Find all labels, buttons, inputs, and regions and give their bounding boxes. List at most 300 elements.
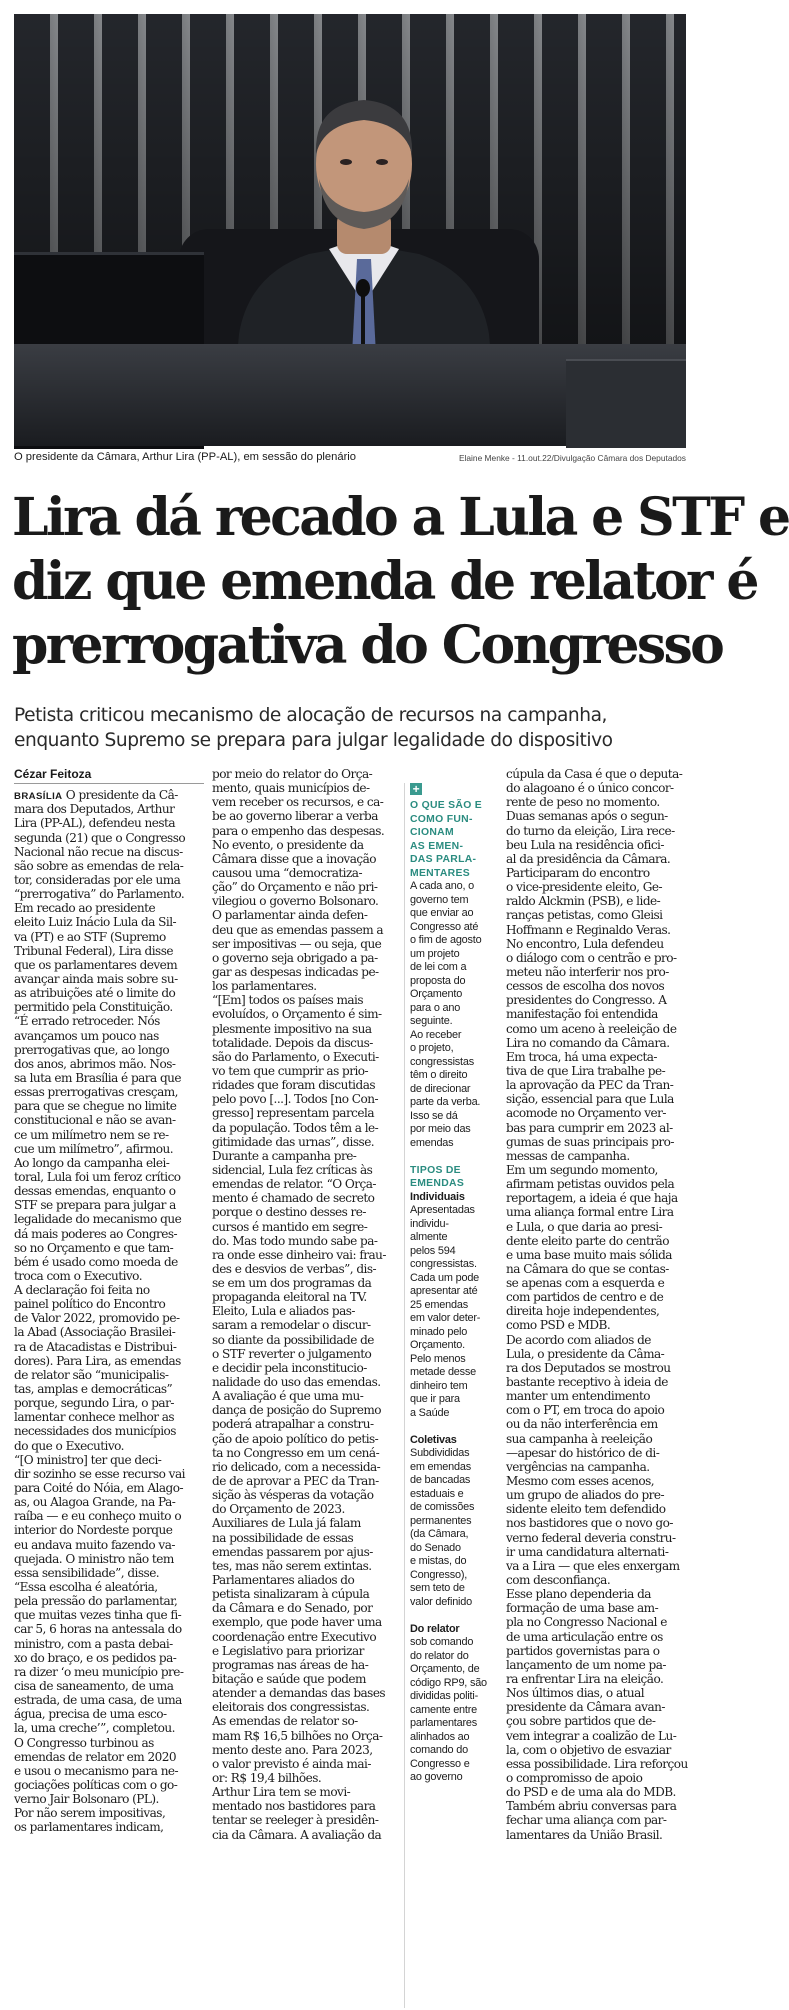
text-line: COMO FUN- (410, 813, 473, 825)
text-line: do Senado (410, 1541, 461, 1554)
text-line: de bancadas (410, 1474, 471, 1486)
text-line: dá mais poderes ao Congres- (14, 1226, 178, 1241)
text-line: meteu não interferir nos pro- (506, 964, 669, 979)
text-line: ção de apoio político do petis- (212, 1431, 379, 1446)
text-line: essa sensibilidade”, disse. (14, 1565, 160, 1580)
text-line: cisa de saneamento, de uma (14, 1679, 174, 1693)
text-line: Ao receber (410, 1028, 462, 1041)
sidebar-divider (404, 783, 405, 2008)
text-line: petista sinalizaram à cúpula (212, 1587, 370, 1602)
text-line: mam R$ 16,5 bilhões no Orça- (212, 1728, 383, 1743)
text-line: Duas semanas após o segun- (506, 809, 668, 824)
text-line: EMENDAS (410, 1178, 465, 1189)
text-line: A avaliação é que uma mu- (212, 1389, 364, 1404)
text-line: eu andava muito fazendo va- (14, 1537, 175, 1552)
sidebar-type-term: Individuais (410, 1190, 465, 1203)
headline-line: Lira dá recado a Lula e STF e (12, 487, 789, 548)
text-line: tiva de que Lira trabalhe pe- (506, 1063, 666, 1078)
text-line: “[Em] todos os países mais (212, 993, 363, 1008)
text-line: essa possibilidade. Lira reforçou (506, 1756, 688, 1771)
text-line: interior do Nordeste porque (14, 1523, 173, 1538)
text-line: Apresentadas (410, 1204, 475, 1216)
text-line: pelo povo [...]. Todos [no Con- (212, 1092, 379, 1107)
text-line: o projeto, (410, 1042, 454, 1054)
text-line: O QUE SÃO E (410, 800, 483, 811)
text-line: essas prerrogativas cresçam, (14, 1085, 178, 1100)
text-line: com partidos de centro e de (506, 1290, 664, 1305)
text-line: BRASÍLIA O presidente da Câ- (14, 788, 178, 803)
text-line: pla no Congresso Nacional e (506, 1615, 667, 1630)
text-line: o governo seja obrigado a pa- (212, 950, 378, 965)
text-line: do que o Executivo. (14, 1438, 124, 1453)
text-line: sem teto de (410, 1582, 465, 1594)
text-line: troca com o Executivo. (14, 1268, 142, 1283)
text-line: dos anos, abrimos mão. Nos- (14, 1056, 176, 1071)
text-line: cursos é mantido em segre- (212, 1219, 368, 1234)
text-line: do alagoano é o único concor- (506, 781, 674, 796)
text-line: (da Câmara, (410, 1528, 469, 1540)
text-line: segunda (21) que o Congresso (14, 830, 186, 845)
text-line: Participaram do encontro (506, 865, 650, 880)
text-line: totalidade. Depois da discus- (212, 1035, 373, 1050)
text-line: de comissões (410, 1501, 475, 1513)
text-line: Esse plano dependeria da (506, 1587, 651, 1602)
text-line: por meio das (410, 1123, 471, 1135)
text-line: na possibilidade de essas (212, 1530, 354, 1545)
text-line: tes, mas não serem extintas. (212, 1558, 372, 1573)
text-line: Congresso até (410, 920, 479, 933)
text-line: estaduais e (410, 1487, 464, 1500)
text-line: acomode no Orçamento ver- (506, 1106, 666, 1121)
text-line: emendas passarem por ajus- (212, 1544, 373, 1559)
text-line: Em um segundo momento, (506, 1162, 658, 1177)
text-line: coordenação entre Executivo (212, 1629, 377, 1644)
text-line: eleitorais dos congressistas. (212, 1700, 370, 1715)
text-line: de relator são “municipalis- (14, 1367, 169, 1382)
text-line: e mistas, do (410, 1555, 467, 1567)
text-line: o valor previsto é ainda mai- (212, 1756, 371, 1771)
text-line: Subdivididas (410, 1447, 470, 1459)
text-line: do Orçamento de 2023. (212, 1502, 345, 1517)
text-line: Nacional não recue na discus- (14, 844, 183, 859)
text-line: verno Jair Bolsonaro (PL). (14, 1792, 159, 1807)
text-line: necessidades dos municípios (14, 1424, 176, 1439)
text-line: permanentes (410, 1514, 472, 1527)
text-line: na Câmara do que se contas- (506, 1261, 669, 1276)
text-line: ção” do Orçamento e não pri- (212, 880, 378, 895)
text-line: Hoffmann e Reginaldo Veras. (506, 922, 671, 937)
text-line: çou sobre partidos que de- (506, 1714, 656, 1729)
text-line: lançamento de um nome pa- (506, 1657, 666, 1672)
text-line: dança de posição do Supremo (212, 1403, 382, 1418)
text-line: ra enfrentar Lira na eleição. (506, 1672, 664, 1686)
text-line: avançar ainda mais sobre su- (14, 971, 178, 986)
sidebar-intro (410, 880, 498, 1150)
text-line: bas para cumprir em 2023 al- (506, 1120, 673, 1135)
text-line: de direcionar (410, 1082, 471, 1095)
text-line: Isso se dá (410, 1109, 458, 1122)
text-line: permitido pela Constituição. (14, 1000, 173, 1015)
photo-credit: Elaine Menke - 11.out.22/Divulgação Câmara dos Deputados (458, 453, 686, 463)
headline-line: prerrogativa do Congresso (12, 615, 723, 676)
text-line: que enviar ao (410, 907, 474, 919)
text-line: Câmara disse que a inovação (212, 851, 376, 866)
text-line: e Legislativo para priorizar (212, 1643, 364, 1658)
text-line: gumas de suas principais pro- (506, 1134, 674, 1149)
sidebar-type-term: Do relator (410, 1622, 460, 1635)
text-line: a Saúde (410, 1406, 450, 1419)
text-line: individu- (410, 1217, 449, 1230)
text-line: verno federal deveria constru- (506, 1530, 676, 1545)
text-line: água, precisa de uma esco- (14, 1707, 167, 1722)
text-line: programas nas áreas de ha- (212, 1657, 369, 1672)
text-line: sição, essencial para que Lula (506, 1092, 674, 1107)
text-line: tentar se reeleger à presidên- (212, 1813, 379, 1828)
text-line: para o ano (410, 1001, 461, 1014)
text-line: gar as despesas indicadas pe- (212, 964, 379, 979)
text-line: al da presidência da Câmara. (506, 851, 671, 866)
text-line: No encontro, Lula defendeu (506, 936, 664, 951)
text-line: toral, Lula foi um feroz crítico (14, 1169, 181, 1184)
text-line: DAS PARLA- (410, 854, 477, 865)
text-line: dente eleito parte do centrão (506, 1233, 669, 1248)
text-line: rio delicado, com a necessida- (212, 1459, 381, 1474)
text-line: —apesar do histórico de di- (506, 1445, 660, 1460)
text-line: sua campanha à reeleição (506, 1431, 653, 1446)
text-line: ou da não interferência em (506, 1417, 658, 1432)
column-1-text (14, 788, 204, 1834)
text-line: legalidade do mecanismo que (14, 1212, 182, 1227)
text-line: de de aprovar a PEC da Tran- (212, 1474, 379, 1489)
text-line: bém é usado como moeda de (14, 1254, 178, 1269)
text-line: atender a demandas das bases (212, 1686, 386, 1701)
text-line: ra de Atacadistas e Distribui- (14, 1339, 177, 1354)
text-line: almente (410, 1231, 448, 1243)
text-line: Pelo menos (410, 1352, 466, 1365)
text-line: minado pelo (410, 1325, 468, 1338)
text-line: Eleito, Lula e aliados pas- (212, 1304, 355, 1319)
text-line: propaganda eleitoral na TV. (212, 1290, 367, 1305)
text-line: ser impositivas — ou seja, que (212, 936, 382, 951)
text-line: xo do braço, e os pedidos pa- (14, 1650, 177, 1665)
text-line: proposta do (410, 974, 466, 987)
text-line: va (PT) e ao STF (Supremo (14, 929, 166, 944)
text-line: mento é chamado de secreto (212, 1191, 375, 1206)
text-line: Orçamento. (410, 1339, 465, 1351)
text-line: para o empenho das despesas. (212, 823, 385, 838)
text-line: Mesmo com esses acenos, (506, 1474, 655, 1489)
text-line: gresso] representam parcela (212, 1106, 374, 1121)
text-line: afirmam petistas ouvidos pela (506, 1177, 675, 1192)
text-line: porque o destino desses re- (212, 1205, 366, 1220)
text-line: va a Lira — que eles enxergam (506, 1558, 680, 1573)
text-line: sob comando (410, 1636, 474, 1648)
text-line: lamentar conhece melhor as (14, 1410, 175, 1425)
text-line: car 5, 6 horas na antessala do (14, 1622, 182, 1637)
text-line: alinhados ao (410, 1730, 470, 1743)
text-line: os parlamentares indicam, (14, 1820, 164, 1835)
text-line: la aprovação da PEC da Tran- (506, 1078, 674, 1093)
text-line: de uma articulação entre os (506, 1629, 663, 1644)
text-line: quejada. O ministro não tem (14, 1551, 174, 1566)
text-line: ir uma candidatura alternati- (506, 1544, 669, 1559)
text-line: so diante da possibilidade de (212, 1332, 374, 1347)
text-line: A declaração foi feita no (14, 1283, 150, 1298)
text-line: evoluídos, o Orçamento é sim- (212, 1007, 382, 1022)
text-line: TIPOS DE (410, 1164, 461, 1176)
text-line: com o PT, em troca do apoio (506, 1403, 665, 1418)
article-column-2 (212, 767, 402, 1842)
text-line: AS EMEN- (410, 840, 464, 852)
text-line: com desconfiança. (506, 1573, 611, 1588)
text-line: Arthur Lira tem se movi- (212, 1785, 351, 1800)
sidebar-types-title (410, 1164, 498, 1191)
text-line: deu que as emendas passem a (212, 922, 384, 937)
text-line: cessos de escolha dos novos (506, 979, 665, 994)
text-line: pela pressão do parlamentar, (14, 1594, 178, 1609)
text-line: bitação e saúde que podem (212, 1672, 366, 1686)
text-line: nalidade do uso das emendas. (212, 1375, 381, 1390)
text-line: estrada, de uma casa, de uma (14, 1693, 182, 1708)
text-line: raíba — e eu conheço muito o (14, 1509, 182, 1524)
byline: Cézar Feitoza (14, 767, 92, 781)
text-line: dir sozinho se esse recurso vai (14, 1466, 185, 1481)
text-line: apresentar até (410, 1285, 478, 1297)
text-line: se em um dos programas da (212, 1276, 372, 1291)
text-line: formação de uma base am- (506, 1601, 659, 1616)
text-line: O Congresso turbinou as (14, 1735, 154, 1750)
text-line: mento deste ano. Para 2023, (212, 1742, 373, 1757)
text-line: reportagem, a ideia é que haja (506, 1191, 678, 1206)
text-line: dessas emendas, enquanto o (14, 1184, 176, 1199)
text-line: prerrogativas que, ao longo (14, 1042, 170, 1057)
text-line: Congresso), (410, 1568, 468, 1581)
text-line: valor definido (410, 1595, 472, 1608)
text-line: o diálogo com o centrão e pro- (506, 950, 677, 965)
text-line: vem integrar a coalizão de Lu- (506, 1728, 677, 1743)
text-line: Em troca, há uma expecta- (506, 1049, 657, 1064)
text-line: O parlamentar ainda defen- (212, 908, 368, 923)
lead-photo (14, 14, 686, 446)
text-line: divididas politi- (410, 1690, 479, 1702)
text-line: Parlamentares aliados do (212, 1573, 355, 1588)
text-line: para que se chegue no limite (14, 1099, 177, 1114)
text-line: sição às vésperas da votação (212, 1488, 374, 1503)
text-line: ao governo (410, 1771, 463, 1783)
text-line: Tribunal Federal), Lira disse (14, 943, 173, 958)
text-line: ta no Congresso em um cená- (212, 1445, 380, 1460)
text-line: sa luta em Brasília é para que (14, 1070, 182, 1085)
text-line: rente de peso no momento. (506, 795, 660, 810)
photo-caption (14, 450, 686, 468)
text-line: “Essa escolha é aleatória, (14, 1580, 158, 1595)
text-line: nos bastidores que o novo go- (506, 1516, 673, 1531)
text-line: la, com o objetivo de esvaziar (506, 1742, 671, 1757)
text-line: ministro, com a pasta debai- (14, 1636, 173, 1651)
text-line: partidos governistas para o (506, 1643, 660, 1658)
text-line: e uma base muito mais sólida (506, 1247, 672, 1262)
text-line: cia da Câmara. A avaliação da (212, 1827, 382, 1842)
text-line: seguinte. (410, 1015, 453, 1027)
text-line: saram a remodelar o discur- (212, 1318, 371, 1333)
text-line: dores). Para Lira, as emendas (14, 1353, 181, 1368)
text-line: camente entre (410, 1703, 478, 1716)
text-line: des e desvios de verbas”, dis- (212, 1261, 377, 1276)
text-line: Lira no comando da Câmara. (506, 1035, 670, 1050)
article-column-4 (506, 767, 686, 1842)
text-line: beu Lula na residência ofici- (506, 837, 664, 852)
text-line: uma aliança formal entre Lira (506, 1205, 674, 1220)
text-line: manter um entendimento (506, 1389, 651, 1404)
text-line: emendas (410, 1136, 454, 1149)
text-line: ra onde esse dinheiro vai: frau- (212, 1247, 386, 1262)
text-line: do relator do (410, 1649, 469, 1662)
text-line: Cada um pode (410, 1271, 480, 1284)
text-line: ranças petistas, como Gleisi (506, 908, 663, 923)
text-line: Em recado ao presidente (14, 901, 156, 916)
sidebar-type-term: Coletivas (410, 1433, 457, 1446)
text-line: ridades que foram discutidas (212, 1078, 376, 1093)
text-line: la Abad (Associação Brasilei- (14, 1325, 176, 1340)
column-2-text (212, 767, 402, 1842)
text-line: emendas de relator em 2020 (14, 1749, 177, 1764)
text-line: que muitas vezes tinha que fi- (14, 1608, 182, 1623)
text-line: vergências na campanha. (506, 1459, 650, 1474)
text-line: código RP9, são (410, 1676, 487, 1689)
text-line: Congresso e (410, 1757, 470, 1770)
explainer-sidebar (410, 783, 498, 1785)
text-line: comando do (410, 1744, 468, 1756)
column-4-text (506, 767, 686, 1842)
text-line: e decidir pela inconstitucio- (212, 1360, 367, 1375)
text-line: messas de campanha. (506, 1148, 630, 1163)
text-line: têm o direito (410, 1069, 468, 1081)
text-line: do. Mas todo mundo sabe pa- (212, 1233, 378, 1248)
text-line: plesmente impositivo na sua (212, 1021, 372, 1036)
text-line: gitimidade das urnas”, disse. (212, 1134, 375, 1149)
text-line: por meio do relator do Orça- (212, 767, 373, 781)
text-line: 25 emendas (410, 1298, 468, 1311)
text-line: gociações políticas com o go- (14, 1777, 178, 1792)
text-line: No evento, o presidente da (212, 837, 364, 852)
text-line: “[O ministro] ter que deci- (14, 1452, 162, 1467)
text-line: vilegiou o governo Bolsonaro. (212, 894, 379, 909)
text-line: ra dizer ‘o meu município pre- (14, 1664, 184, 1679)
text-line: causou uma “democratiza- (212, 865, 362, 880)
text-line: parlamentares (410, 1717, 478, 1729)
text-line: cúpula da Casa é que o deputa- (506, 767, 683, 781)
text-line: que os parlamentares devem (14, 957, 178, 972)
text-line: sidente eleito tem defendido (506, 1502, 666, 1517)
plus-icon: + (410, 783, 422, 795)
text-line: mara dos Deputados, Arthur (14, 802, 175, 817)
text-line: A cada ano, o (410, 880, 475, 892)
text-line: poderá atrapalhar a constru- (212, 1417, 374, 1432)
headline (12, 486, 789, 678)
text-line: o STF reverter o julgamento (212, 1346, 372, 1361)
text-line: As emendas de relator so- (212, 1714, 358, 1729)
text-line: STF se prepara para julgar a (14, 1198, 176, 1213)
text-line: tas, amplas e democráticas” (14, 1382, 173, 1397)
text-line: avançamos um pouco nas (14, 1028, 159, 1043)
text-line: tor, consideradas por ele uma (14, 872, 181, 887)
text-line: Orçamento (410, 988, 463, 1000)
text-line: sidencial, Lula fez críticas às (212, 1162, 373, 1177)
text-line: CIONAM (410, 827, 454, 838)
subheadline (14, 703, 686, 753)
text-line: lamentares da União Brasil. (506, 1827, 663, 1842)
text-line: as, ou Alagoa Grande, na Pa- (14, 1495, 176, 1510)
text-line: parte da verba. (410, 1096, 481, 1108)
text-line: exemplo, que pode haver uma (212, 1615, 382, 1630)
text-line: se apenas com a esquerda e (506, 1276, 665, 1291)
text-line: MENTARES (410, 867, 470, 879)
text-line: emendas de relator. “O Orça- (212, 1177, 376, 1192)
text-line: vem receber os recursos, e ca- (212, 795, 384, 810)
text-line: fechar uma aliança com par- (506, 1813, 667, 1828)
text-line: como um aceno à reeleição de (506, 1021, 677, 1036)
text-line: as atribuições até o limite do (14, 986, 176, 1001)
text-line: são sobre as emendas de rela- (14, 858, 184, 873)
text-line: bastante receptivo à ideia de (506, 1375, 668, 1390)
text-line: manifestação foi entendida (506, 1007, 658, 1022)
text-line: Nos últimos dias, o atual (506, 1686, 645, 1701)
text-line: painel político do Encontro (14, 1297, 166, 1312)
article-column-1 (14, 767, 204, 1835)
subheadline-line: Petista criticou mecanismo de alocação de recursos na campanha, (14, 705, 608, 726)
text-line: que ir para (410, 1393, 460, 1405)
text-line: or: R$ 19,4 bilhões. (212, 1770, 322, 1785)
text-line: metade desse (410, 1366, 477, 1378)
text-line: vo tem que cumprir as prio- (212, 1063, 369, 1078)
text-line: dinheiro tem (410, 1379, 468, 1392)
text-line: para Coité do Nóia, em Alago- (14, 1481, 183, 1496)
text-line: o compromisso de apoio (506, 1770, 643, 1785)
text-line: governo tem (410, 893, 469, 906)
text-line: “É errado retroceder. Nós (14, 1014, 160, 1029)
text-line: de lei com a (410, 961, 467, 973)
text-line: eleito Luiz Inácio Lula da Sil- (14, 915, 177, 930)
text-line: Lula, o presidente da Câma- (506, 1346, 665, 1361)
subheadline-line: enquanto Supremo se prepara para julgar legalidade do dispositivo (14, 730, 613, 751)
text-line: direita hoje independentes, (506, 1304, 660, 1319)
text-line: em emendas (410, 1460, 471, 1473)
text-line: da Câmara e do Senado, por (212, 1601, 373, 1616)
text-line: “prerrogativa” do Parlamento. (14, 887, 185, 902)
text-line: be ao governo liberar a verba (212, 809, 378, 824)
text-line: em valor deter- (410, 1312, 481, 1324)
text-line: Orçamento, de (410, 1663, 480, 1675)
text-line: raldo Alckmin (PSB), e lide- (506, 894, 661, 909)
text-line: são do Parlamento, o Executi- (212, 1049, 379, 1064)
text-line: o vice-presidente eleito, Ge- (506, 880, 662, 895)
text-line: do PSD e de uma ala do MDB. (506, 1785, 676, 1800)
text-line: constitucional e não se avan- (14, 1113, 176, 1128)
text-line: mentado nos bastidores para (212, 1799, 376, 1814)
text-line: congressistas (410, 1055, 474, 1068)
text-line: mento, quais municípios de- (212, 781, 370, 796)
text-line: cue um milímetro”, afirmou. (14, 1141, 174, 1156)
text-line: como PSD e MDB. (506, 1318, 611, 1333)
text-line: um projeto (410, 947, 460, 960)
text-line: Ao longo da campanha elei- (14, 1155, 170, 1170)
text-line: e Lula, o que daria ao presi- (506, 1219, 663, 1234)
text-line: de Valor 2022, promovido pe- (14, 1311, 180, 1326)
sidebar-types (410, 1191, 498, 1785)
caption-text: O presidente da Câmara, Arthur Lira (PP-AL), em sessão do plenário (14, 451, 357, 463)
text-line: um grupo de aliados do pre- (506, 1488, 665, 1503)
text-line: Por não serem impositivas, (14, 1806, 166, 1821)
